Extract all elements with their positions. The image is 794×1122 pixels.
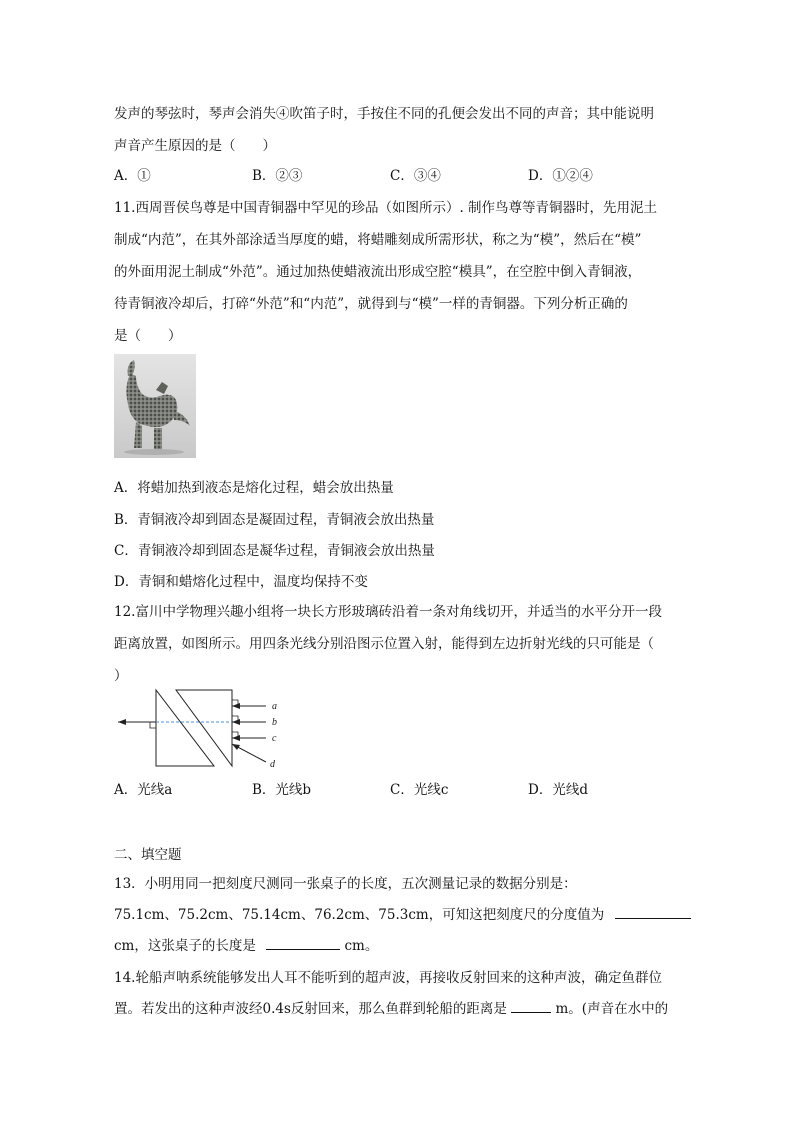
q10-option-d[interactable]: D．①②④ (528, 168, 593, 184)
q14-answer-blank[interactable] (511, 998, 551, 1013)
q12-text-line-3: ） (114, 668, 128, 684)
q13-answer-blank-2[interactable] (266, 935, 340, 950)
q13-text-line-2 (114, 903, 691, 923)
q14-text-line-1: 14.轮船声呐系统能够发出人耳不能听到的超声波，再接收反射回来的这种声波，确定鱼群位 (114, 970, 662, 986)
ray-label-c: c (272, 733, 277, 744)
q11-text-line-2: 制成“内范”，在其外部涂适当厚度的蜡，将蜡雕刻成所需形状，称之为“模”，然后在“模” (114, 232, 642, 248)
q10-text-line-2: 声音产生原因的是（ ） (114, 138, 276, 154)
q10-text-line-1: 发声的琴弦时，琴声会消失④吹笛子时，手按住不同的孔便会发出不同的声音；其中能说明 (114, 106, 654, 122)
q12-option-b[interactable]: B．光线b (252, 782, 312, 798)
q13-text-line-2-label: 75.1cm、75.2cm、75.14cm、76.2cm、75.3cm，可知这把刻度尺的分度值为 (114, 907, 605, 923)
q12-text-line-1: 12.富川中学物理兴趣小组将一块长方形玻璃砖沿着一条对角线切开，并适当的水平分开一段 (114, 604, 662, 620)
q11-text-line-4: 待青铜液冷却后，打碎“外范”和“内范”，就得到与“模”一样的青铜器。下列分析正确的 (114, 296, 628, 312)
ray-c (232, 732, 266, 741)
q11-option-c[interactable]: C．青铜液冷却到固态是凝华过程，青铜液会放出热量 (114, 543, 435, 559)
q12-option-c[interactable]: C．光线c (390, 782, 449, 798)
q10-option-b[interactable]: B．②③ (252, 168, 303, 184)
q11-option-b[interactable]: B．青铜液冷却到固态是凝固过程，青铜液会放出热量 (114, 512, 435, 528)
ray-b (232, 716, 266, 725)
q14-text-line-2 (114, 997, 668, 1017)
q11-text-line-3: 的外面用泥土制成“外范”。通过加热使蜡液流出形成空腔“模具”，在空腔中倒入青铜液， (114, 264, 642, 280)
q13-text-line-3-label: cm，这张桌子的长度是 (114, 938, 256, 954)
q10-option-c[interactable]: C．③④ (390, 168, 441, 184)
ray-label-d: d (270, 759, 275, 770)
ray-a (232, 700, 266, 709)
bird-zun-photo (114, 354, 196, 458)
section-title: 二、填空题 (114, 847, 182, 863)
q14-text-line-2-label: 置。若发出的这种声波经0.4s反射回来，那么鱼群到轮船的距离是 (114, 1001, 507, 1017)
q12-text-line-2: 距离放置，如图所示。用四条光线分别沿图示位置入射，能得到左边折射光线的只可能是（ (114, 636, 654, 652)
q11-option-a[interactable]: A．将蜡加热到液态是熔化过程，蜡会放出热量 (114, 480, 394, 496)
ray-d (232, 744, 266, 762)
q13-text-line-1: 13．小明用同一把刻度尺测同一张桌子的长度，五次测量记录的数据分别是： (114, 876, 577, 892)
ray-label-a: a (272, 701, 277, 712)
q13-answer-blank-1[interactable] (615, 904, 691, 919)
q12-option-d[interactable]: D．光线d (528, 782, 588, 798)
q12-option-a[interactable]: A．光线a (114, 782, 173, 798)
q13-text-line-3-unit: cm。 (344, 938, 379, 954)
q14-text-line-2-tail: m。(声音在水中的 (555, 1001, 669, 1017)
refracted-ray-arrow (118, 719, 126, 725)
q11-text-line-5: 是（ ） (114, 328, 182, 344)
ray-label-b: b (272, 717, 277, 728)
q11-option-d[interactable]: D．青铜和蜡熔化过程中，温度均保持不变 (114, 574, 368, 590)
q10-option-a[interactable]: A．① (114, 168, 151, 184)
glass-prism-diagram (114, 688, 294, 770)
q11-text-line-1: 11.西周晋侯鸟尊是中国青铜器中罕见的珍品（如图所示）. 制作鸟尊等青铜器时，先用泥土 (114, 200, 658, 216)
q13-text-line-3 (114, 934, 378, 954)
